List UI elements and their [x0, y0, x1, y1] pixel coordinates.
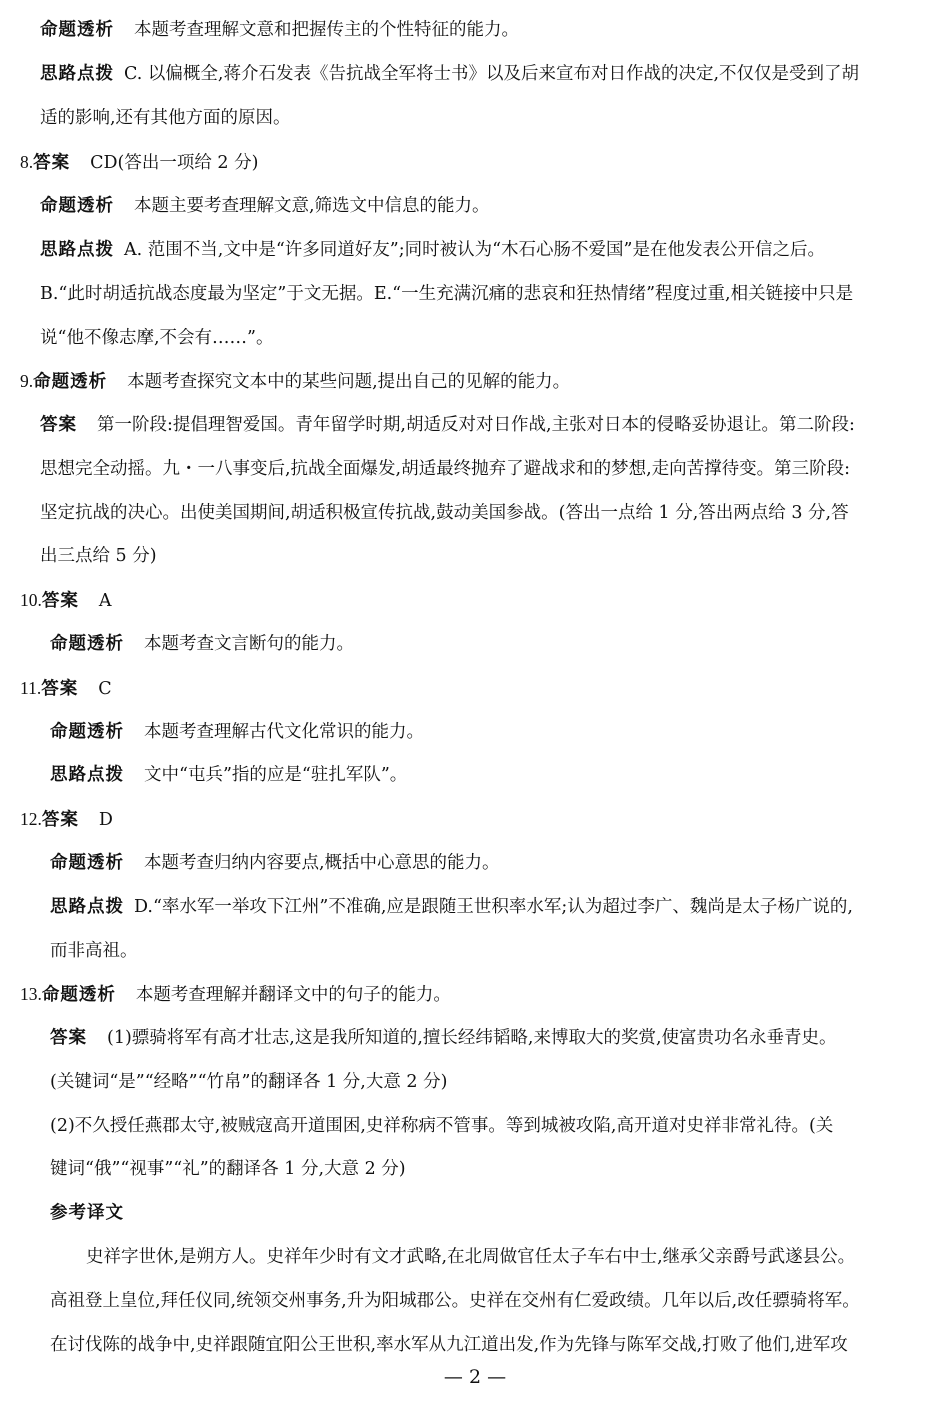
line-13 — [40, 548, 157, 566]
line-2 — [40, 66, 859, 84]
question-13 — [20, 986, 451, 1005]
question-9 — [20, 373, 570, 392]
label-mingti: 命题透析 — [50, 634, 124, 654]
text: (关键词“是”“经略”“竹帛”的翻译各 1 分,大意 2 分) — [50, 1072, 448, 1092]
text: 键词“俄”“视事”“礼”的翻译各 1 分,大意 2 分) — [50, 1159, 406, 1179]
line-25 — [50, 1074, 447, 1092]
line-27 — [50, 1161, 406, 1179]
text: A. 范围不当,文中是“许多同道好友”;同时被认为“木石心肠不爱国”是在他发表公开信之后。 — [124, 240, 826, 260]
line-17 — [50, 724, 424, 742]
text: 文中“屯兵”指的应是“驻扎军队”。 — [144, 765, 408, 785]
text: 出三点给 5 分) — [40, 546, 157, 566]
text: B.“此时胡适抗战态度最为坚定”于文无据。E.“一生充满沉痛的悲哀和狂热情绪”程度过重,相关链接中只是 — [40, 284, 854, 304]
label-silu: 思路点拨 — [50, 765, 124, 785]
line-28 — [50, 1205, 124, 1223]
label-silu: 思路点拨 — [40, 64, 114, 84]
text: C. 以偏概全,蒋介石发表《告抗战全军将士书》以及后来宣布对日作战的决定,不仅仅是受到了胡 — [124, 64, 860, 84]
label-mingti: 命题透析 — [41, 985, 116, 1005]
line-11 — [40, 461, 850, 479]
label-mingti: 命题透析 — [50, 722, 124, 742]
label-mingti: 命题透析 — [33, 372, 108, 392]
text: 本题考查探究文本中的某些问题,提出自己的见解的能力。 — [127, 372, 571, 392]
label-mingti: 命题透析 — [40, 20, 114, 40]
label-daan: 答案 — [40, 415, 77, 435]
answer: D — [98, 810, 113, 830]
line-20 — [50, 855, 500, 873]
line-10 — [40, 417, 855, 435]
line-24 — [50, 1030, 837, 1048]
answer: C — [98, 679, 112, 699]
line-1 — [40, 22, 519, 40]
label-daan: 答案 — [41, 810, 79, 830]
line-3 — [40, 110, 291, 128]
label-daan: 答案 — [41, 679, 79, 699]
label-daan: 答案 — [33, 153, 71, 173]
question-10 — [20, 592, 112, 611]
question-11 — [20, 680, 112, 699]
label-mingti: 命题透析 — [40, 196, 114, 216]
line-31 — [50, 1337, 848, 1355]
question-number: 9. — [20, 371, 34, 391]
question-number: 13. — [20, 984, 42, 1004]
text: 适的影响,还有其他方面的原因。 — [40, 108, 291, 128]
label-silu: 思路点拨 — [40, 240, 114, 260]
text: 本题考查理解古代文化常识的能力。 — [144, 722, 424, 742]
line-5 — [40, 198, 490, 216]
question-8 — [20, 154, 258, 173]
line-8 — [40, 330, 273, 348]
page-number: — 2 — — [443, 1366, 507, 1388]
text: 而非高祖。 — [50, 941, 138, 961]
label-silu: 思路点拨 — [50, 897, 124, 917]
line-21 — [50, 899, 853, 917]
text: 高祖登上皇位,拜任仪同,统领交州事务,升为阳城郡公。史祥在交州有仁爱政绩。几年以后,改任骠骑将军。 — [50, 1291, 860, 1311]
answer: CD(答出一项给 2 分) — [90, 153, 259, 173]
text: 本题考查文言断句的能力。 — [144, 634, 354, 654]
line-7 — [40, 286, 853, 304]
text: 本题考查理解并翻译文中的句子的能力。 — [135, 985, 451, 1005]
line-18 — [50, 767, 407, 785]
text: 本题考查归纳内容要点,概括中心意思的能力。 — [144, 853, 500, 873]
text: D.“率水军一举攻下江州”不准确,应是跟随王世积率水军;认为超过李广、魏尚是太子杨广说的, — [134, 897, 853, 917]
line-29 — [86, 1249, 855, 1267]
label-yiwen: 参考译文 — [50, 1203, 124, 1223]
line-6 — [40, 242, 825, 260]
answer: A — [98, 591, 112, 611]
line-15 — [50, 636, 354, 654]
question-number: 11. — [20, 678, 42, 698]
text: 说“他不像志摩,不会有……”。 — [40, 328, 274, 348]
text: 本题考查理解文意和把握传主的个性特征的能力。 — [134, 20, 519, 40]
text: 本题主要考查理解文意,筛选文中信息的能力。 — [134, 196, 490, 216]
text: 在讨伐陈的战争中,史祥跟随宜阳公王世积,率水军从九江道出发,作为先锋与陈军交战,打败了他们,进军攻 — [50, 1335, 848, 1355]
question-12 — [20, 811, 113, 830]
label-mingti: 命题透析 — [50, 853, 124, 873]
text: 思想完全动摇。九・一八事变后,抗战全面爆发,胡适最终抛弃了避战求和的梦想,走向苦撑待变。第三阶段: — [40, 459, 851, 479]
question-number: 8. — [20, 152, 34, 172]
line-30 — [50, 1293, 860, 1311]
label-daan: 答案 — [41, 591, 79, 611]
line-26 — [50, 1118, 833, 1136]
text: (1)骠骑将军有高才壮志,这是我所知道的,擅长经纬韬略,来博取大的奖赏,使富贵功名永垂青史。 — [107, 1028, 837, 1048]
label-daan: 答案 — [50, 1028, 87, 1048]
line-22 — [50, 943, 138, 961]
text: 史祥字世休,是朔方人。史祥年少时有文才武略,在北周做官任太子车右中士,继承父亲爵号武遂县公。 — [86, 1247, 856, 1267]
line-12 — [40, 505, 849, 523]
text: 第一阶段:提倡理智爱国。青年留学时期,胡适反对对日作战,主张对日本的侵略妥协退让。第二阶段: — [97, 415, 855, 435]
question-number: 10. — [20, 590, 42, 610]
text: 坚定抗战的决心。出使美国期间,胡适积极宣传抗战,鼓动美国参战。(答出一点给 1 分,答出两点给 3 分,答 — [40, 503, 849, 523]
question-number: 12. — [20, 809, 42, 829]
text: (2)不久授任燕郡太守,被贼寇高开道围困,史祥称病不管事。等到城被攻陷,高开道对史祥非常礼待。(关 — [50, 1116, 834, 1136]
